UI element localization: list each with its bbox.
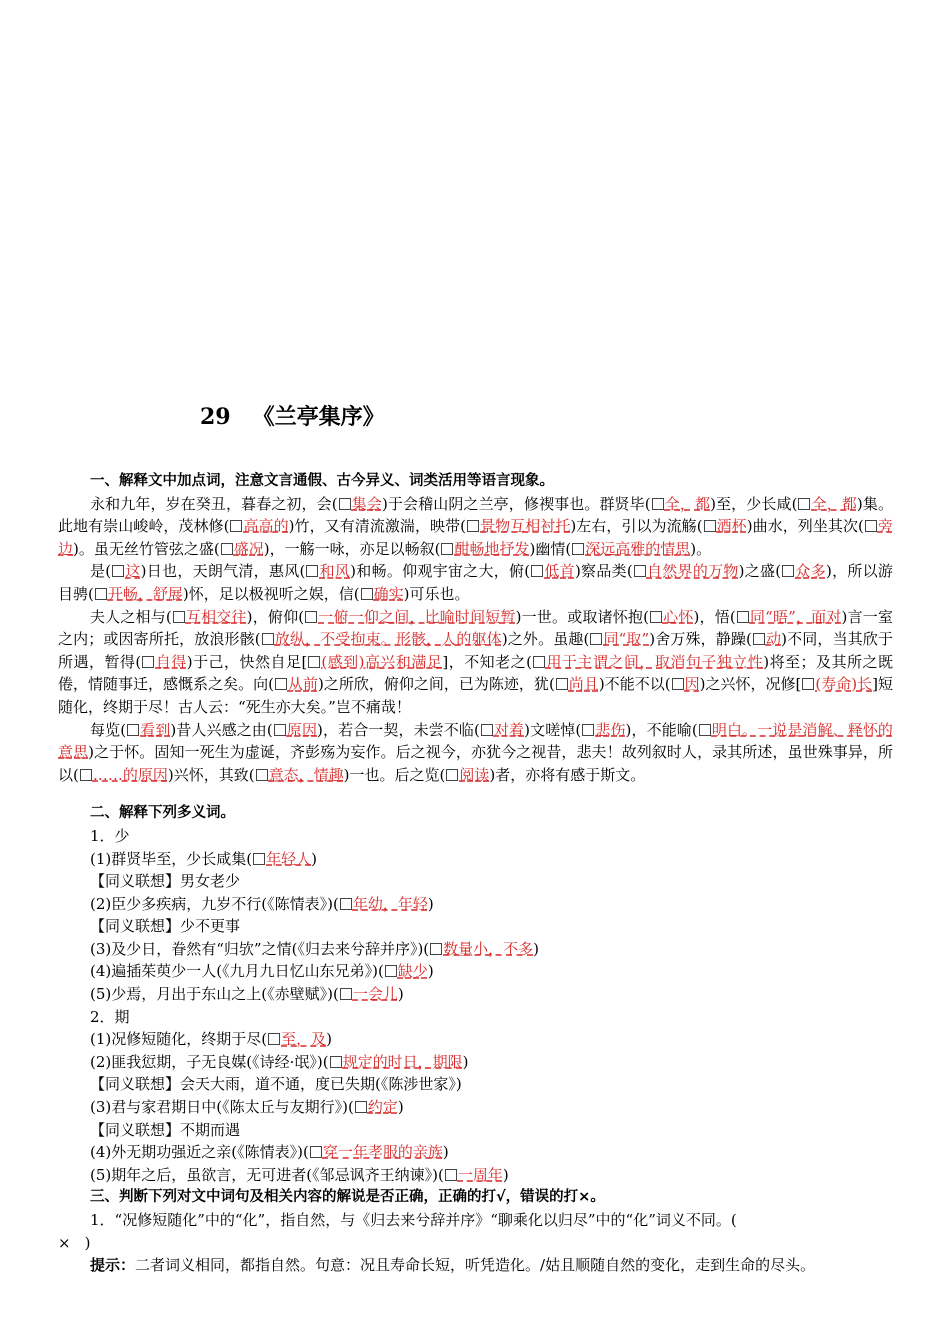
text-segment: )	[533, 939, 540, 958]
text-segment: )文嗟悼(	[524, 720, 582, 739]
answer-checkbox	[445, 1169, 457, 1181]
text-segment: )	[311, 849, 317, 868]
text-segment: )兴怀，其致(	[167, 765, 255, 784]
text-segment: 【同义联想】不期而遇	[90, 1120, 241, 1139]
judgement-close: )	[84, 1233, 91, 1252]
text-segment: 每览(	[90, 720, 127, 739]
answer-checkbox	[753, 633, 765, 645]
answer-text: 高高的	[243, 517, 289, 536]
judgement-answer: ×	[58, 1233, 71, 1252]
section-1-header: 一、解释文中加点词，注意文言通假、古今异义、词类活用等语言现象。	[90, 473, 554, 489]
text-segment: (5)期年之后，虽欲言，无可进者(《邹忌讽齐王纳谏》)(	[90, 1165, 444, 1184]
text-segment: )集。此地有崇山峻岭，茂林修(	[58, 494, 893, 536]
answer-text: 规定的时日，期限	[342, 1052, 463, 1071]
text-segment: ]短随化，终期于尽！古人云：“死生亦大矣。”岂不痛哉！	[58, 675, 893, 716]
answer-checkbox	[221, 543, 233, 555]
text-segment: 夫人之相与(	[90, 607, 172, 626]
word-sense-line	[58, 1028, 893, 1051]
answer-text: 缺少	[397, 962, 428, 981]
answer-text: 悲伤	[595, 720, 626, 739]
answer-text: 这	[125, 562, 141, 581]
answer-checkbox	[798, 498, 810, 510]
answer-checkbox	[173, 611, 185, 623]
word-heading: 1．少	[90, 826, 130, 845]
word-sense-line	[58, 1051, 893, 1074]
answer-checkbox	[340, 988, 352, 1000]
answer-text: (寿命)长	[815, 675, 873, 694]
text-segment: (1)群贤毕至，少长咸集(	[90, 849, 253, 868]
passage-paragraph	[58, 606, 893, 719]
text-segment: )之所欣，俯仰之间，已为陈迹，犹(	[317, 675, 555, 694]
text-segment: )，所以游目骋(	[58, 562, 893, 603]
answer-text: 一周年	[457, 1165, 503, 1184]
answer-text: 盛况	[233, 539, 264, 558]
answer-checkbox	[80, 769, 92, 781]
text-segment: )和畅。仰观宇宙之大，俯(	[350, 562, 531, 581]
text-segment: (5)少焉，月出于东山之上(《赤壁赋》)(	[90, 985, 339, 1004]
section-2-list	[58, 825, 893, 1187]
text-segment: )。	[690, 539, 712, 558]
answer-text: 全，都	[811, 494, 857, 513]
answer-text: 原因	[286, 720, 318, 739]
text-segment: )，一觞一咏，亦足以畅叙(	[263, 539, 441, 558]
word-sense-line	[58, 848, 893, 871]
text-segment: )一也。后之览(	[343, 765, 446, 784]
answer-checkbox	[446, 769, 458, 781]
answer-checkbox	[652, 498, 664, 510]
answer-text: 同“取”	[603, 630, 650, 649]
answer-checkbox	[275, 678, 287, 690]
answer-checkbox	[339, 498, 351, 510]
text-segment: )	[427, 894, 434, 913]
answer-checkbox	[672, 678, 684, 690]
word-sense-line	[58, 915, 893, 938]
word-sense-line	[58, 938, 893, 961]
answer-text: 用于主谓之间，取消句子独立性	[545, 652, 764, 671]
answer-text: 开畅，舒展	[107, 584, 183, 603]
text-segment: )日也，天朗气清，惠风(	[140, 562, 306, 581]
answer-checkbox	[467, 520, 479, 532]
section-2-header: 二、解释下列多义词。	[90, 805, 235, 822]
answer-text: 穿一年孝服的亲族	[322, 1143, 443, 1162]
answer-text: 心怀	[662, 607, 694, 626]
text-segment: )昔人兴感之由(	[170, 720, 273, 739]
worksheet-body	[58, 470, 893, 1277]
answer-checkbox	[308, 656, 320, 668]
answer-text: ……的原因	[92, 765, 168, 784]
text-segment: )之外。虽趣(	[501, 630, 590, 649]
answer-checkbox	[306, 565, 318, 577]
answer-checkbox	[310, 1146, 322, 1158]
answer-checkbox	[590, 633, 602, 645]
text-segment: )之于怀。固知一死生为虚诞，齐彭殇为妄作。后之视今，亦犹今之视昔，悲夫！故列叙时人，录其所述，虽世殊事异，所以(	[58, 743, 893, 784]
answer-text: 尚且	[568, 675, 599, 694]
passage-paragraph	[58, 719, 893, 787]
text-segment: )怀，足以极视听之娱，信(	[182, 584, 360, 603]
judgement-item	[58, 1209, 893, 1232]
text-segment: )将至；及其所之既倦，情随事迁，感慨系之矣。向(	[58, 652, 893, 694]
answer-checkbox	[802, 678, 814, 690]
answer-checkbox	[305, 611, 317, 623]
answer-text: 因	[684, 675, 700, 694]
answer-checkbox	[441, 543, 453, 555]
answer-text: 和风	[319, 562, 351, 581]
answer-text: 旁边	[58, 517, 893, 558]
answer-text: 约定	[367, 1098, 398, 1117]
answer-checkbox	[142, 656, 154, 668]
judgement-statement: 1．“况修短随化”中的“化”，指自然，与《归去来兮辞并序》“聊乘化以归尽”中的“化”词义不同。(	[90, 1211, 737, 1229]
text-segment: )。虽无丝竹管弦之盛(	[73, 539, 220, 558]
text-segment: )于会稽山阴之兰亭，修禊事也。群贤毕(	[381, 494, 651, 513]
text-segment: )不同，当其欣于所遇，暂得(	[58, 630, 893, 671]
text-segment: )左右，引以为流觞(	[570, 517, 703, 536]
text-segment: (2)臣少多疾病，九岁不行(《陈情表》)(	[90, 894, 339, 913]
answer-checkbox	[230, 520, 242, 532]
text-segment: )舍万殊，静躁(	[649, 630, 752, 649]
answer-text: 放纵，不受拘束。形骸，人的躯体	[274, 630, 502, 649]
text-segment: )之盛(	[738, 562, 782, 581]
text-segment: )者，亦将有感于斯文。	[489, 765, 646, 784]
answer-checkbox	[95, 588, 107, 600]
text-segment: 【同义联想】男女老少	[90, 872, 241, 891]
answer-checkbox	[127, 724, 139, 736]
text-segment: )一世。或取诸怀抱(	[515, 607, 649, 626]
answer-text: 自得	[155, 652, 187, 671]
text-segment: )	[502, 1165, 509, 1184]
answer-text: 低首	[544, 562, 575, 581]
text-segment: (1)况修短随化，终期于尽(	[90, 1030, 268, 1049]
answer-checkbox	[361, 588, 373, 600]
lesson-number: 29	[200, 404, 231, 430]
answer-checkbox	[782, 565, 794, 577]
judgement-answer-line	[58, 1232, 893, 1255]
text-segment: (3)君与家君期日中(《陈太丘与友期行》)(	[90, 1098, 354, 1117]
text-segment: (2)匪我愆期，子无良媒(《诗经·氓》)(	[90, 1052, 329, 1071]
text-segment: ]，不知老之(	[442, 652, 532, 671]
answer-checkbox	[268, 1033, 280, 1045]
passage-paragraph	[58, 493, 893, 561]
answer-text: (感到)高兴和满足	[321, 652, 443, 671]
answer-checkbox	[385, 965, 397, 977]
section-3-header: 三、判断下列对文中词句及相关内容的解说是否正确，正确的打√，错误的打×。	[90, 1189, 605, 1206]
text-segment: )，俯仰(	[246, 607, 305, 626]
answer-text: 自然界的万物	[646, 562, 739, 581]
word-sense-line	[58, 893, 893, 916]
answer-text: 对着	[493, 720, 525, 739]
answer-text: 景物互相衬托	[480, 517, 571, 536]
word-sense-line	[58, 870, 893, 893]
text-segment: (4)外无期功强近之亲(《陈情表》)(	[90, 1143, 309, 1162]
answer-checkbox	[556, 678, 568, 690]
text-segment: )	[462, 1052, 469, 1071]
passage-paragraph	[58, 560, 893, 605]
word-sense-line	[58, 1119, 893, 1142]
answer-text: 看到	[140, 720, 171, 739]
answer-checkbox	[634, 565, 646, 577]
answer-text: 从前	[287, 675, 318, 694]
text-segment: )不能不以(	[598, 675, 671, 694]
text-segment: 【同义联想】会天大雨，道不通，度已失期(《陈涉世家》)	[90, 1075, 462, 1094]
word-sense-line	[58, 1141, 893, 1164]
answer-text: 集会	[351, 494, 382, 513]
answer-checkbox	[704, 520, 716, 532]
text-segment: )幽情(	[529, 539, 572, 558]
text-segment: )至，少长咸(	[710, 494, 798, 513]
answer-text: 数量小，不多	[443, 939, 534, 958]
text-segment: (4)遍插茱萸少一人(《九月九日忆山东兄弟》)(	[90, 962, 384, 981]
answer-checkbox	[481, 724, 493, 736]
answer-text: 众多	[795, 562, 826, 581]
answer-checkbox	[531, 565, 543, 577]
text-segment: 永和九年，岁在癸丑，暮春之初，会(	[90, 494, 338, 513]
answer-text: 至，及	[281, 1030, 327, 1049]
text-segment: )言一室之内；或因寄所托，放浪形骸(	[58, 607, 893, 649]
answer-checkbox	[112, 565, 124, 577]
text-segment: 是(	[90, 562, 112, 581]
text-segment: 【同义联想】少不更事	[90, 917, 241, 936]
answer-text: 年轻人	[266, 849, 312, 868]
answer-checkbox	[737, 611, 749, 623]
answer-text: 一俯一仰之间，比喻时间短暂	[318, 607, 516, 626]
text-segment: )于己，快然自足[	[186, 652, 308, 671]
text-segment: )竹，又有清流激湍，映带(	[288, 517, 466, 536]
text-segment: )，不能喻(	[625, 720, 698, 739]
answer-text: 互相交往	[185, 607, 247, 626]
text-segment: )	[442, 1143, 449, 1162]
text-segment: )可乐也。	[403, 584, 470, 603]
answer-text: 全，都	[664, 494, 711, 513]
text-segment: )	[397, 985, 404, 1004]
answer-checkbox	[253, 853, 265, 865]
answer-text: 动	[765, 630, 782, 649]
answer-checkbox	[262, 633, 274, 645]
answer-text: 酒杯	[716, 517, 747, 536]
answer-checkbox	[274, 724, 286, 736]
answer-checkbox	[865, 520, 877, 532]
word-sense-line	[58, 1073, 893, 1096]
answer-text: 同“晤”，面对	[749, 607, 842, 626]
answer-checkbox	[430, 943, 442, 955]
section-1-text	[58, 493, 893, 787]
text-segment: )曲水，列坐其次(	[746, 517, 864, 536]
text-segment: )	[397, 1098, 404, 1117]
text-segment: )之兴怀，况修[	[699, 675, 802, 694]
answer-checkbox	[582, 724, 594, 736]
answer-checkbox	[330, 1056, 342, 1068]
word-sense-line	[58, 983, 893, 1006]
answer-checkbox	[650, 611, 662, 623]
text-segment: (3)及少日，眷然有“归欤”之情(《归去来兮辞并序》)(	[90, 939, 430, 958]
word-sense-line	[58, 1164, 893, 1187]
text-segment: )，悟(	[693, 607, 736, 626]
answer-text: 一会儿	[352, 985, 398, 1004]
hint	[58, 1254, 893, 1277]
text-segment: )察品类(	[574, 562, 633, 581]
lesson-title	[200, 400, 407, 431]
lesson-name: 《兰亭集序》	[252, 404, 385, 430]
answer-text: 阅读	[459, 765, 490, 784]
hint-text: 二者词义相同，都指自然。句意：况且寿命长短，听凭造化。/姑且顺随自然的变化，走到生命的尽头。	[135, 1256, 816, 1275]
answer-text: 确实	[373, 584, 404, 603]
word-heading: 2．期	[90, 1007, 130, 1026]
answer-text: 深远高雅的情思	[585, 539, 691, 558]
answer-checkbox	[355, 1101, 367, 1113]
answer-text: 明白。一说是消解、释怀的意思	[58, 720, 893, 762]
word-sense-line	[58, 960, 893, 983]
answer-checkbox	[340, 898, 352, 910]
answer-checkbox	[256, 769, 268, 781]
text-segment: )	[427, 962, 434, 981]
answer-checkbox	[699, 724, 711, 736]
answer-text: 意态，情趣	[268, 765, 344, 784]
text-segment: )，若合一契，未尝不临(	[317, 720, 480, 739]
answer-text: 酣畅地抒发	[454, 539, 530, 558]
word-sense-line	[58, 1096, 893, 1119]
hint-label: 提示：	[90, 1256, 136, 1275]
answer-checkbox	[533, 656, 545, 668]
text-segment: )	[326, 1030, 332, 1049]
answer-text: 年幼，年轻	[352, 894, 428, 913]
answer-checkbox	[572, 543, 584, 555]
